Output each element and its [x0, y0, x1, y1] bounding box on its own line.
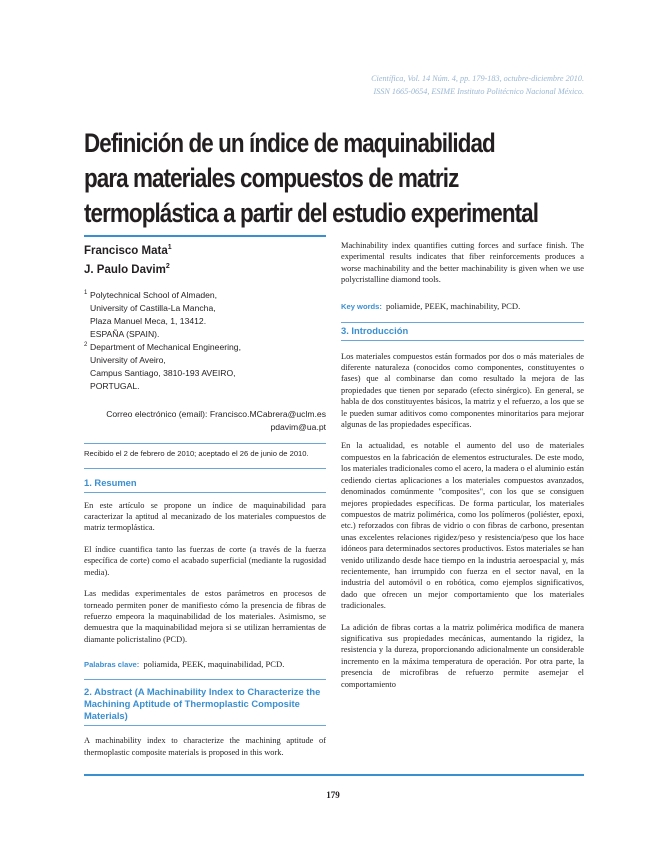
abstract-keywords-text: poliamide, PEEK, machinability, PCD. [385, 300, 521, 311]
resumen-paragraph-3: Las medidas experimentales de estos parámetros en procesos de torneado permiten poner de manifiesto cómo la presencia de fibras de refuerzo empeora la maquinabilidad de los materiales. Asimismo, se demuestra que la maquinabilidad mejora si se utilizan herramientas de diamante policristalino (PCD). [84, 589, 326, 644]
affiliation-2-line: Campus Santiago, 3810-193 AVEIRO, [90, 367, 236, 378]
right-column [341, 237, 584, 690]
title-line-1: Definición de un índice de maquinabilidad [84, 128, 495, 158]
email-block [84, 408, 326, 434]
resumen-paragraph-2: El índice cuantifica tanto las fuerzas de corte (a través de la fuerza específica de corte) como el acabado superficial (mediante la rugosidad media). [84, 544, 326, 577]
author-2-sup: 2 [165, 262, 170, 270]
received-date: Recibido el 2 de febrero de 2010; aceptado el 26 de junio de 2010. [84, 443, 326, 469]
affiliations [84, 289, 326, 393]
affiliation-1-line: Polytechnical School of Almaden, [90, 289, 218, 300]
affiliation-2-sup: 2 [84, 341, 88, 348]
affiliation-2-line: Department of Mechanical Engineering, [90, 341, 241, 352]
abstract-top-rule [84, 679, 326, 680]
keywords-label: Palabras clave: [84, 660, 140, 670]
author-1-sup: 1 [167, 244, 172, 251]
journal-citation: Científica, Vol. 14 Núm. 4, pp. 179-183, octubre-diciembre 2010. [371, 74, 584, 83]
abstract-section [84, 686, 326, 758]
intro-heading: 3. Introducción [341, 324, 409, 336]
email-line-1: Correo electrónico (email): Francisco.MCabrera@uclm.es [106, 408, 326, 419]
email-line-2: pdavim@ua.pt [270, 421, 326, 432]
author-2 [84, 259, 326, 278]
affiliation-2 [84, 341, 326, 393]
title-line-3: termoplástica a partir del estudio experimental [84, 198, 539, 228]
author-2-name: J. Paulo Davim [84, 263, 166, 276]
author-1-name: Francisco Mata [84, 244, 168, 257]
affiliation-2-line: University of Aveiro, [90, 354, 166, 365]
author-list [84, 240, 326, 278]
intro-top-rule [341, 322, 584, 323]
resumen-heading: 1. Resumen [84, 476, 137, 488]
page-title [84, 126, 539, 231]
resumen-paragraph-1: En este artículo se propone un índice de maquinabilidad para caracterizar la aptitud al mecanizado de los materiales compuestos de matriz termoplástica. [84, 500, 326, 533]
title-line-2: para materiales compuestos de matriz [84, 163, 459, 193]
abstract-paragraph-1: A machinability index to characterize the machining aptitude of thermoplastic composite materials is proposed in this work. [84, 736, 326, 757]
intro-paragraph-3: La adición de fibras cortas a la matriz polimérica modifica de manera significativa sus propiedades mecánicas, aumentando la rigidez, la resistencia y la dureza, proporcionando adicionalmente un considerable incremento en la máxima temperatura de operación. Por otra parte, la presencia de microfibras de refuerzo permite asemejar el comportamiento [341, 622, 584, 689]
affiliation-1 [84, 289, 326, 341]
affiliation-1-line: University of Castilla-La Mancha, [90, 302, 216, 313]
intro-paragraph-2: En la actualidad, es notable el aumento del uso de materiales compuestos en la fabricación de elementos estructurales. De este modo, los materiales tradicionales como el acero, la madera o el aluminio están cediendo ciertas aplicaciones a los materiales compuestos avanzados, denominados comúnmente "composites", con los que se consiguen mejores propiedades específicas. De forma particular, los materiales compuestos de matriz polimérica, como los polímeros (poliéster, epoxi, etc.) reforzados con fibras de vidrio o con fibras de carbono, presentan unas excelentes relaciones rigidez/peso y resistencia/peso que los hace idóneos para determinados sectores productivos. Estos materiales se han venido utilizando desde hace tiempo en la industria aeroespacial y, más recientemente, han irrumpido con fuerza en el sector naval, en la industria del automóvil o en robótica, como ejemplos significativos, dado que ofrecen un mejor comportamiento que los materiales tradicionales. [341, 441, 584, 611]
resumen-rule [84, 492, 326, 493]
keywords-text: poliamida, PEEK, maquinabilidad, PCD. [143, 659, 285, 670]
abstract-paragraph-1-continued: Machinability index quantifies cutting forces and surface finish. The experimental results indicates that fiber reinforcements produces a worse machinability and the better machinability is given when we use polycristalline diamond tools. [341, 241, 584, 285]
affiliation-1-line: ESPAÑA (SPAIN). [90, 328, 160, 339]
left-column [84, 237, 326, 758]
affiliation-1-sup: 1 [84, 289, 88, 296]
page-number: 179 [326, 790, 340, 800]
affiliation-1-line: Plaza Manuel Meca, 1, 13412. [90, 315, 207, 326]
resumen-keywords [84, 654, 326, 672]
abstract-heading-line-1: 2. Abstract (A Machinability Index to Characterize the [84, 686, 321, 698]
intro-paragraph-1: Los materiales compuestos están formados por dos o más materiales de diferente naturaleza (conocidos como componentes, constituyentes o fases) que al combinarse dan como resultado la mejora de las propiedades que tienen por separado (efecto sinérgico). En general, se habla de dos constituyentes básicos, la matriz y el refuerzo, a los que se le pueden sumar aditivos como componentes minoritarios para mejorar algunas de las propiedades específicas. [341, 351, 584, 430]
author-1 [84, 240, 326, 259]
abstract-keywords-label: Key words: [341, 301, 382, 311]
footer-divider [84, 774, 584, 776]
resumen-section [84, 477, 326, 680]
journal-header [371, 72, 584, 98]
journal-issn: ISSN 1665-0654, ESIME Instituto Politécnico Nacional México. [373, 87, 584, 96]
abstract-heading-line-2: Machining Aptitude of Thermoplastic Composite Materials) [84, 698, 300, 722]
intro-rule [341, 340, 584, 341]
abstract-keywords [341, 296, 584, 314]
affiliation-2-line: PORTUGAL. [90, 380, 140, 391]
abstract-rule [84, 725, 326, 726]
